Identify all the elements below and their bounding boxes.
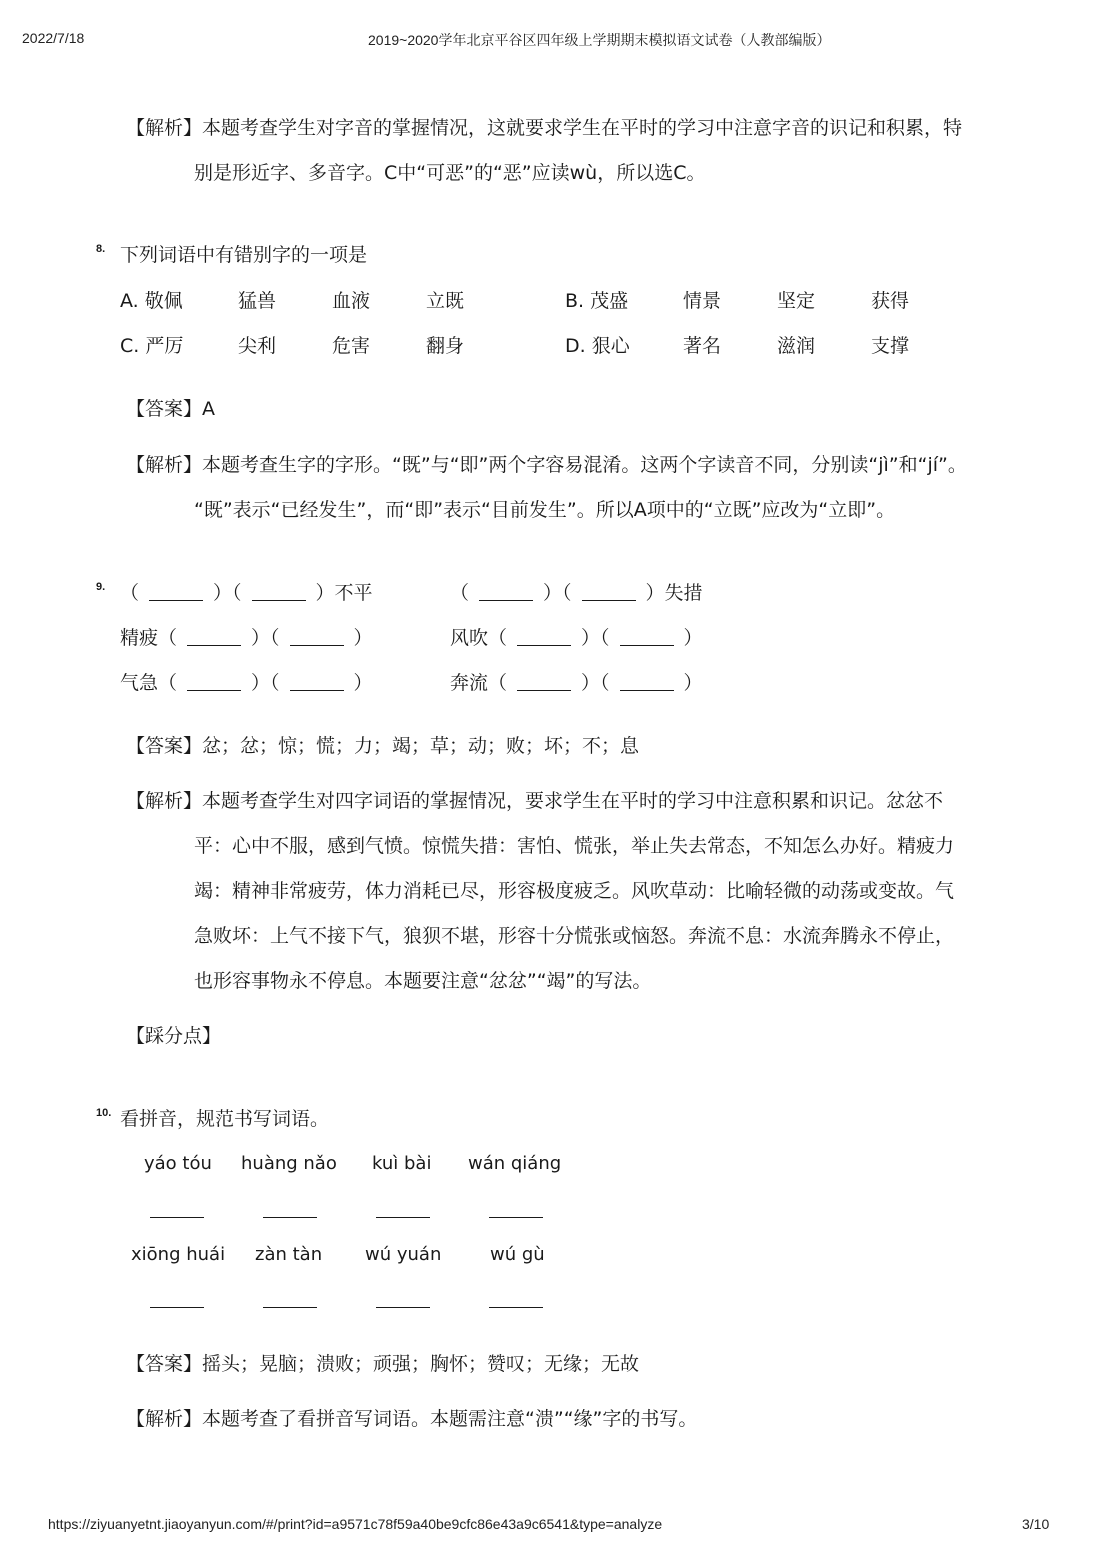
q10-analysis [126,1406,697,1432]
blank-line[interactable] [187,671,241,691]
blank-line[interactable] [517,671,571,691]
analysis-label: 【解析】 [126,117,203,139]
analysis-line: 竭：精神非常疲劳，体力消耗已尽，形容极度疲乏。风吹草动：比喻轻微的动荡或变故。气 [194,880,955,902]
analysis-line: 平：心中不服，感到气愤。惊慌失措：害怕、慌张，举止失去常态，不知怎么办好。精疲力 [194,835,955,857]
answer-value: 忿；忿；惊；慌；力；竭；草；动；败；坏；不；息 [202,735,640,757]
question-stem: 下列词语中有错别字的一项是 [120,244,368,266]
option-word: 著名 [683,335,722,357]
question-stem: 看拼音，规范书写词语。 [120,1108,330,1130]
pinyin: huàng nǎo [241,1153,337,1174]
option-word: 危害 [332,335,371,357]
pinyin: wú yuán [365,1244,442,1265]
writing-line[interactable] [263,1217,317,1218]
print-date: 2022/7/18 [22,30,85,46]
fill-item: 奔流（ ）（ ） [450,672,703,694]
analysis-label: 【解析】 [126,1408,203,1430]
fill-word: 奔流 [450,672,489,694]
pinyin: zàn tàn [255,1244,323,1265]
q7-analysis [126,115,962,141]
question-number: 10. [96,1107,112,1119]
blank-line[interactable] [252,581,306,601]
writing-line[interactable] [150,1307,204,1308]
writing-line[interactable] [376,1217,430,1218]
blank-line[interactable] [517,626,571,646]
writing-line[interactable] [150,1217,204,1218]
answer-value: A [202,398,216,420]
option-word: 滋润 [777,335,816,357]
analysis-line: 急败坏：上气不接下气，狼狈不堪，形容十分慌张或恼怒。奔流不息：水流奔腾永不停止， [194,925,955,947]
option-d: D. 狠心 [565,335,630,357]
writing-line[interactable] [489,1217,543,1218]
option-word: 坚定 [777,290,816,312]
fill-item: 气急（ ）（ ） [120,672,373,694]
fill-item: （ ）（ ）不平 [120,582,373,604]
option-word: 猛兽 [238,290,277,312]
option-b: B. 茂盛 [565,290,629,312]
analysis-line: “既”表示“已经发生”，而“即”表示“目前发生”。所以A项中的“立既”应改为“立即”。 [194,499,896,521]
blank-line[interactable] [187,626,241,646]
option-word: 立既 [426,290,465,312]
blank-line[interactable] [149,581,203,601]
fill-word: 气急 [120,672,159,694]
option-word: 尖利 [238,335,277,357]
q9-analysis [126,788,943,814]
pinyin: kuì bài [372,1153,432,1174]
pinyin: xiōng huái [131,1244,226,1265]
analysis-line: 别是形近字、多音字。C中“可恶”的“恶”应读wù，所以选C。 [194,162,706,184]
page-number: 3/10 [1022,1516,1050,1532]
option-a: A. 敬佩 [120,290,183,312]
fill-word: 失措 [664,582,703,604]
blank-line[interactable] [290,671,344,691]
fill-item: 精疲（ ）（ ） [120,627,373,649]
answer-label: 【答案】 [126,1353,203,1375]
writing-line[interactable] [489,1307,543,1308]
answer-value: 摇头；晃脑；溃败；顽强；胸怀；赞叹；无缘；无故 [202,1353,640,1375]
pinyin: wú gù [490,1244,545,1265]
blank-line[interactable] [479,581,533,601]
fill-word: 不平 [334,582,373,604]
answer-label: 【答案】 [126,735,203,757]
option-word: 情景 [683,290,722,312]
page-url: https://ziyuanyetnt.jiaoyanyun.com/#/print?id=a9571c78f59a40be9cfc86e43a9c6541&type=analyze [48,1516,663,1532]
answer-label: 【答案】 [126,398,203,420]
analysis-line: 本题考查生字的字形。“既”与“即”两个字容易混淆。这两个字读音不同，分别读“jì”和“jí”。 [202,454,967,476]
fill-word: 风吹 [450,627,489,649]
pinyin: yáo tóu [144,1153,212,1174]
option-word: 翻身 [426,335,465,357]
fill-item: 风吹（ ）（ ） [450,627,703,649]
writing-line[interactable] [376,1307,430,1308]
q10-answer [126,1351,639,1377]
q8-analysis [126,452,967,478]
analysis-line: 本题考查学生对四字词语的掌握情况，要求学生在平时的学习中注意积累和识记。忿忿不 [202,790,944,812]
option-word: 血液 [332,290,371,312]
option-c: C. 严厉 [120,335,184,357]
blank-line[interactable] [620,671,674,691]
analysis-label: 【解析】 [126,790,203,812]
analysis-label: 【解析】 [126,454,203,476]
analysis-line: 本题考查了看拼音写词语。本题需注意“溃”“缘”字的书写。 [202,1408,698,1430]
blank-line[interactable] [582,581,636,601]
document-title: 2019~2020学年北京平谷区四年级上学期期末模拟语文试卷（人教部编版） [368,32,831,48]
option-word: 支撑 [871,335,910,357]
option-word: 获得 [871,290,910,312]
scoring-points-label: 【踩分点】 [126,1025,222,1047]
analysis-line: 也形容事物永不停息。本题要注意“忿忿”“竭”的写法。 [194,970,652,992]
blank-line[interactable] [290,626,344,646]
question-number: 8. [96,243,106,255]
fill-word: 精疲 [120,627,159,649]
q8-answer [126,396,215,422]
fill-item: （ ）（ ）失措 [450,582,703,604]
q9-answer [126,733,639,759]
writing-line[interactable] [263,1307,317,1308]
analysis-line: 本题考查学生对字音的掌握情况，这就要求学生在平时的学习中注意字音的识记和积累，特 [202,117,963,139]
question-number: 9. [96,581,106,593]
blank-line[interactable] [620,626,674,646]
pinyin: wán qiáng [468,1153,562,1174]
